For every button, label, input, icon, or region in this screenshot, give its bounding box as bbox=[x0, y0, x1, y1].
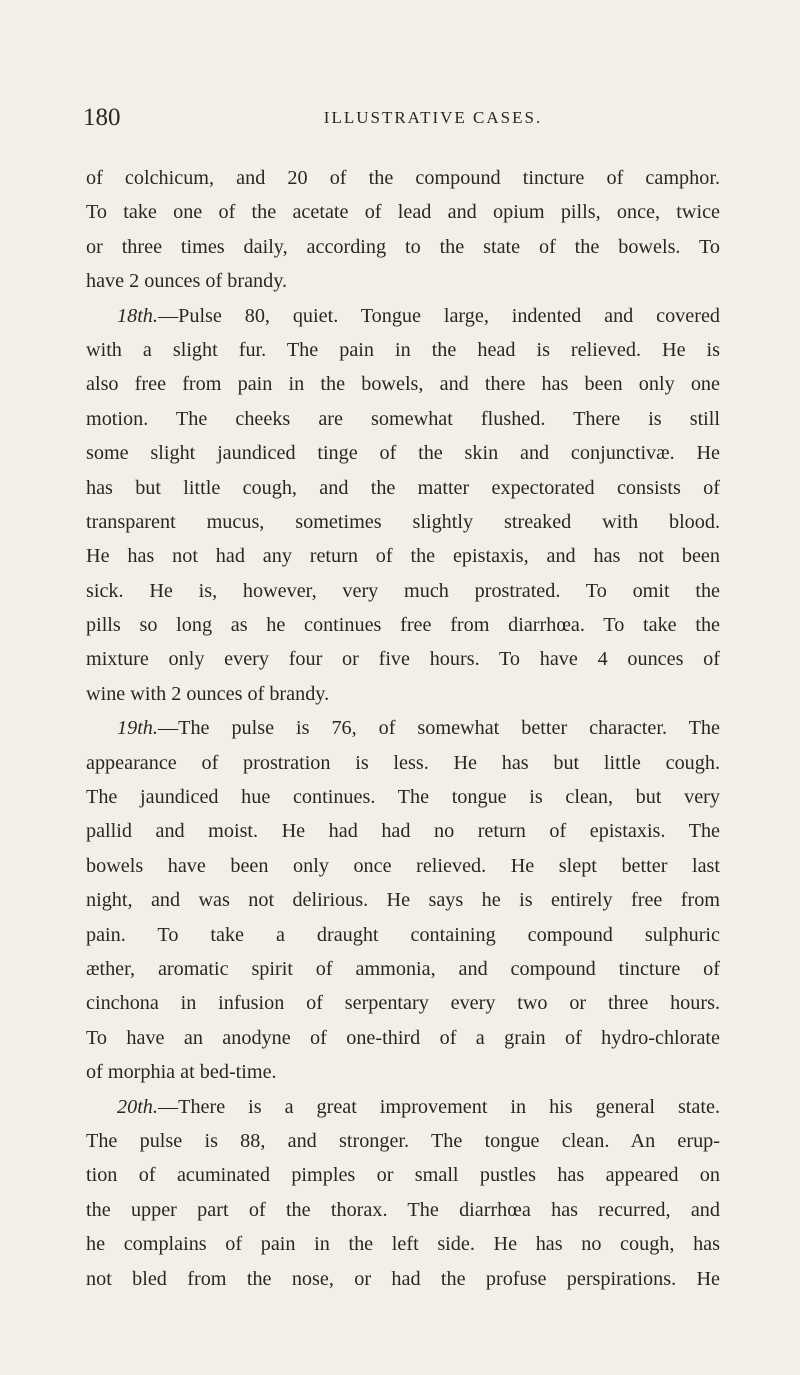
line-text: wine with 2 ounces of brandy. bbox=[86, 682, 330, 705]
text-line bbox=[86, 574, 720, 608]
text-line bbox=[86, 986, 720, 1020]
line-text: he complains of pain in the left side. He has no cough, has bbox=[86, 1233, 720, 1256]
entry-date: 20th. bbox=[117, 1095, 158, 1118]
line-text: The jaundiced hue continues. The tongue is clean, but very bbox=[86, 786, 720, 809]
line-text: tion of acuminated pimples or small pustles has appeared on bbox=[86, 1164, 720, 1187]
text-line bbox=[86, 746, 720, 780]
text-line bbox=[86, 161, 720, 195]
text-line bbox=[86, 1227, 720, 1261]
text-line bbox=[86, 711, 720, 745]
line-text: —Pulse 80, quiet. Tongue large, indented and covered bbox=[157, 304, 720, 327]
entry-date: 19th. bbox=[117, 717, 158, 740]
text-line bbox=[86, 402, 720, 436]
text-line bbox=[86, 1158, 720, 1192]
running-head: ILLUSTRATIVE CASES. bbox=[323, 108, 543, 127]
text-line bbox=[86, 299, 720, 333]
line-text: mixture only every four or five hours. To have 4 ounces of bbox=[86, 648, 720, 671]
line-text: have 2 ounces of brandy. bbox=[86, 270, 288, 293]
text-line bbox=[86, 677, 720, 711]
text-line bbox=[86, 608, 720, 642]
line-text: cinchona in infusion of serpentary every two or three hours. bbox=[86, 992, 720, 1015]
line-text: transparent mucus, sometimes slightly streaked with blood. bbox=[86, 510, 720, 533]
line-text: —There is a great improvement in his general state. bbox=[157, 1095, 720, 1118]
text-line bbox=[86, 814, 720, 848]
line-text: of morphia at bed-time. bbox=[86, 1061, 277, 1084]
line-text: sick. He is, however, very much prostrated. To omit the bbox=[86, 579, 720, 602]
line-text: He has not had any return of the epistaxis, and has not been bbox=[86, 545, 720, 568]
text-line bbox=[86, 539, 720, 573]
line-text: To take one of the acetate of lead and opium pills, once, twice bbox=[86, 201, 720, 224]
text-line bbox=[86, 1262, 720, 1296]
line-text: —The pulse is 76, of somewhat better character. The bbox=[157, 717, 720, 740]
text-line bbox=[86, 1193, 720, 1227]
line-text: some slight jaundiced tinge of the skin and conjunctivæ. He bbox=[86, 442, 720, 465]
line-text: pills so long as he continues free from diarrhœa. To take the bbox=[86, 614, 720, 637]
page-number: 180 bbox=[83, 104, 121, 131]
entry-date: 18th. bbox=[117, 304, 158, 327]
line-text: pain. To take a draught containing compound sulphuric bbox=[86, 923, 720, 946]
text-line bbox=[86, 471, 720, 505]
text-line bbox=[86, 195, 720, 229]
text-line bbox=[86, 780, 720, 814]
line-text: To have an anodyne of one-third of a grain of hydro-chlorate bbox=[86, 1026, 720, 1049]
line-text: not bled from the nose, or had the profuse perspirations. He bbox=[86, 1267, 720, 1290]
text-line bbox=[86, 367, 720, 401]
line-text: the upper part of the thorax. The diarrhœa has recurred, and bbox=[86, 1198, 720, 1221]
line-text: also free from pain in the bowels, and there has been only one bbox=[86, 373, 720, 396]
text-line bbox=[86, 505, 720, 539]
line-text: or three times daily, according to the state of the bowels. To bbox=[86, 235, 720, 258]
text-line bbox=[86, 333, 720, 367]
text-line bbox=[86, 952, 720, 986]
line-text: with a slight fur. The pain in the head is relieved. He is bbox=[86, 338, 720, 361]
page-header bbox=[83, 104, 723, 138]
text-line bbox=[86, 918, 720, 952]
text-line bbox=[86, 849, 720, 883]
text-line bbox=[86, 436, 720, 470]
text-line bbox=[86, 883, 720, 917]
line-text: æther, aromatic spirit of ammonia, and compound tincture of bbox=[86, 957, 720, 980]
text-line bbox=[86, 230, 720, 264]
line-text: has but little cough, and the matter expectorated consists of bbox=[86, 476, 720, 499]
text-line bbox=[86, 1055, 720, 1089]
text-line bbox=[86, 1021, 720, 1055]
text-line bbox=[86, 1124, 720, 1158]
line-text: appearance of prostration is less. He has but little cough. bbox=[86, 751, 720, 774]
text-line bbox=[86, 1090, 720, 1124]
text-line bbox=[86, 264, 720, 298]
line-text: The pulse is 88, and stronger. The tongue clean. An erup- bbox=[86, 1129, 720, 1152]
text-line bbox=[86, 642, 720, 676]
line-text: bowels have been only once relieved. He slept better last bbox=[86, 854, 720, 877]
line-text: of colchicum, and 20 of the compound tincture of camphor. bbox=[86, 167, 720, 189]
line-text: pallid and moist. He had had no return of epistaxis. The bbox=[86, 820, 720, 843]
line-text: motion. The cheeks are somewhat flushed. There is still bbox=[86, 407, 720, 430]
body-text bbox=[86, 161, 720, 1296]
line-text: night, and was not delirious. He says he is entirely free from bbox=[86, 889, 720, 912]
